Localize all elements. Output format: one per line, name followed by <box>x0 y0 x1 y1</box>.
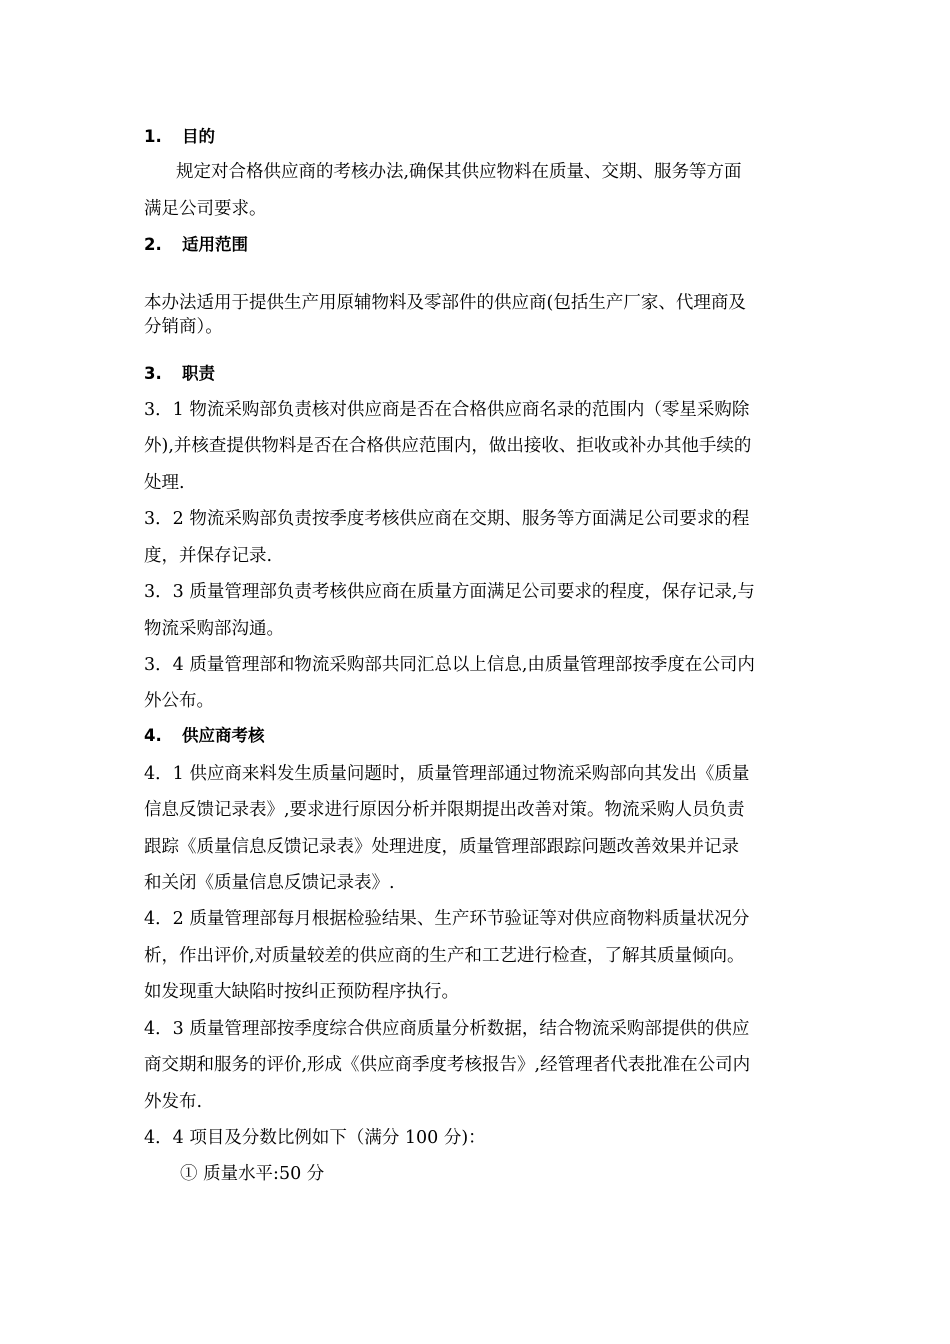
clause-4-1-line-3: 跟踪《质量信息反馈记录表》处理进度，质量管理部跟踪问题改善效果并记录 <box>144 837 739 857</box>
section-1-text-line-2: 满足公司要求。 <box>144 199 267 219</box>
clause-3-3-line-1: 3．3 质量管理部负责考核供应商在质量方面满足公司要求的程度，保存记录,与 <box>144 582 755 602</box>
section-1-heading <box>144 125 215 149</box>
section-2-number: 2. <box>144 235 162 254</box>
section-4-title: 供应商考核 <box>182 726 265 745</box>
section-1-title: 目的 <box>182 127 215 146</box>
clause-4-4-line-1: 4．4 项目及分数比例如下（满分 100 分)： <box>144 1128 486 1148</box>
section-2-text-line-2: 分销商）。 <box>144 317 223 337</box>
clause-3-1-line-1: 3．1 物流采购部负责核对供应商是否在合格供应商名录的范围内（零星采购除 <box>144 400 750 420</box>
clause-4-1-line-4: 和关闭《质量信息反馈记录表》. <box>144 873 395 893</box>
section-4-number: 4. <box>144 726 162 745</box>
clause-4-3-line-1: 4．3 质量管理部按季度综合供应商质量分析数据，结合物流采购部提供的供应 <box>144 1019 750 1039</box>
score-item-quality: ① 质量水平:50 分 <box>180 1164 325 1184</box>
clause-3-1-line-2: 外),并核查提供物料是否在合格供应范围内，做出接收、拒收或补办其他手续的 <box>144 436 752 456</box>
section-1-text-line-1: 规定对合格供应商的考核办法,确保其供应物料在质量、交期、服务等方面 <box>176 162 742 182</box>
section-4-heading <box>144 724 265 748</box>
section-2-title: 适用范围 <box>182 235 248 254</box>
clause-3-2-line-2: 度，并保存记录. <box>144 546 273 566</box>
clause-3-2-line-1: 3．2 物流采购部负责按季度考核供应商在交期、服务等方面满足公司要求的程 <box>144 509 750 529</box>
clause-3-1-line-3: 处理. <box>144 473 185 493</box>
section-2-heading <box>144 233 248 257</box>
clause-4-2-line-3: 如发现重大缺陷时按纠正预防程序执行。 <box>144 982 459 1002</box>
section-2-text-line-1: 本办法适用于提供生产用原辅物料及零部件的供应商(包括生产厂家、代理商及 <box>144 293 746 313</box>
section-3-title: 职责 <box>182 364 215 383</box>
clause-4-1-line-2: 信息反馈记录表》,要求进行原因分析并限期提出改善对策。物流采购人员负责 <box>144 800 745 820</box>
clause-4-3-line-2: 商交期和服务的评价,形成《供应商季度考核报告》,经管理者代表批准在公司内 <box>144 1055 751 1075</box>
section-3-number: 3. <box>144 364 162 383</box>
section-1-number: 1. <box>144 127 162 146</box>
section-3-heading <box>144 362 215 386</box>
clause-3-3-line-2: 物流采购部沟通。 <box>144 619 284 639</box>
clause-4-1-line-1: 4．1 供应商来料发生质量问题时，质量管理部通过物流采购部向其发出《质量 <box>144 764 750 784</box>
clause-4-2-line-2: 析，作出评价,对质量较差的供应商的生产和工艺进行检查，了解其质量倾向。 <box>144 946 745 966</box>
clause-3-4-line-1: 3．4 质量管理部和物流采购部共同汇总以上信息,由质量管理部按季度在公司内 <box>144 655 755 675</box>
clause-3-4-line-2: 外公布。 <box>144 691 214 711</box>
clause-4-2-line-1: 4．2 质量管理部每月根据检验结果、生产环节验证等对供应商物料质量状况分 <box>144 909 750 929</box>
clause-4-3-line-3: 外发布. <box>144 1092 203 1112</box>
